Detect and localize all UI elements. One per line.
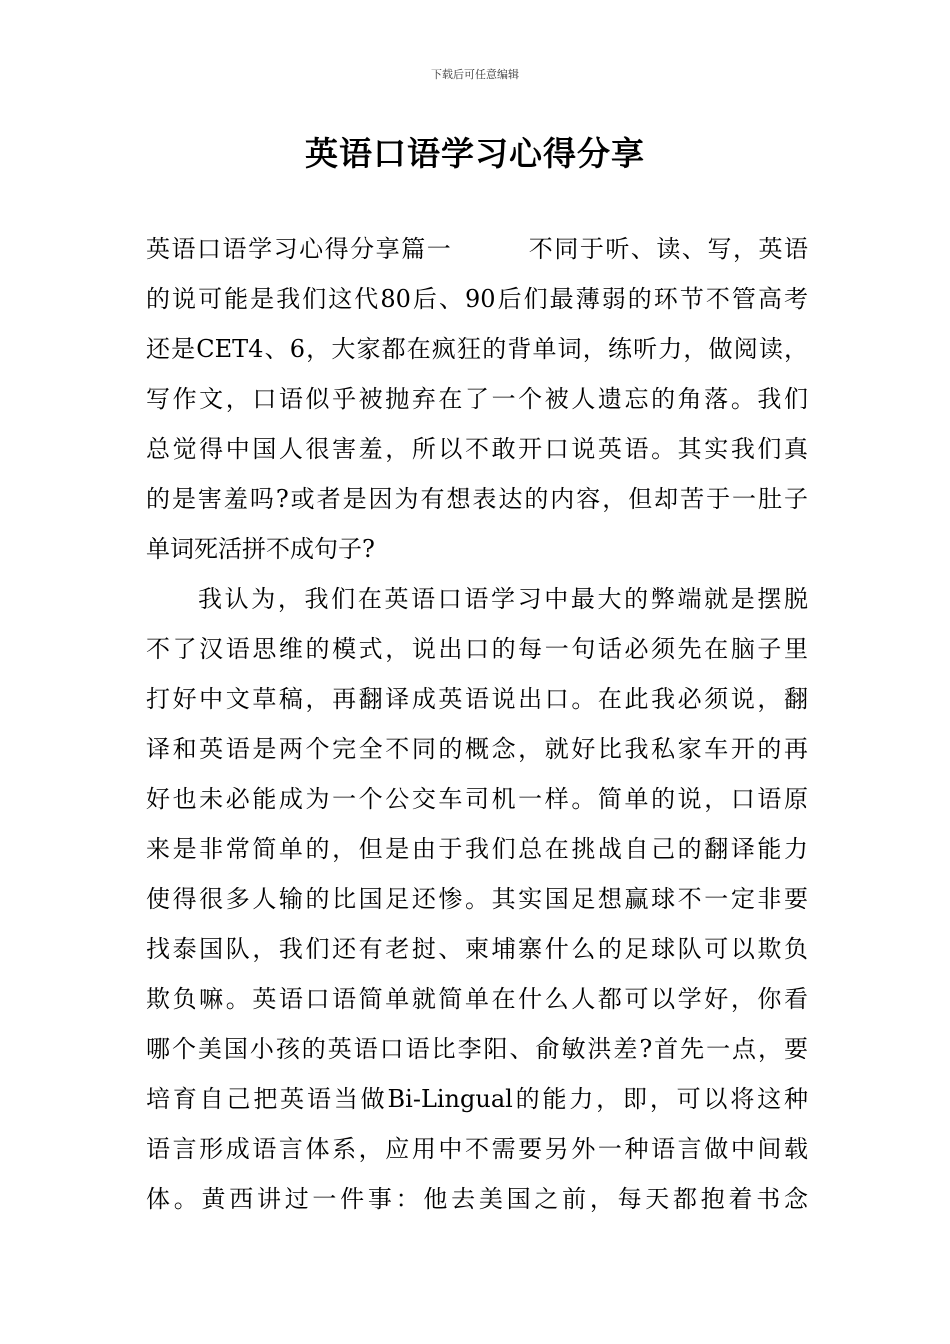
page-title: 英语口语学习心得分享 <box>305 134 645 173</box>
text-line: 使得很多人输的比国足还惨。其实国足想赢球不一定非要 <box>146 885 808 913</box>
body-text <box>146 224 808 1224</box>
text-line: 的说可能是我们这代80后、90后们最薄弱的环节不管高考 <box>146 285 808 313</box>
text-line: 欺负嘛。英语口语简单就简单在什么人都可以学好，你看 <box>146 985 808 1013</box>
text-line: 还是CET4、6，大家都在疯狂的背单词，练听力，做阅读， <box>146 335 808 363</box>
text-line: 译和英语是两个完全不同的概念，就好比我私家车开的再 <box>146 735 808 763</box>
header-note: 下载后可任意编辑 <box>431 68 519 81</box>
text-line: 我认为，我们在英语口语学习中最大的弊端就是摆脱 <box>198 585 808 613</box>
paragraph-2 <box>146 574 808 1224</box>
paragraph-1 <box>146 224 808 574</box>
text-line: 英语口语学习心得分享篇一 不同于听、读、写，英语 <box>146 235 808 263</box>
text-line: 好也未必能成为一个公交车司机一样。简单的说，口语原 <box>146 785 808 813</box>
text-line: 体。黄西讲过一件事：他去美国之前，每天都抱着书念 <box>146 1185 808 1213</box>
text-line: 找泰国队，我们还有老挝、柬埔寨什么的足球队可以欺负 <box>146 935 808 963</box>
text-line: 的是害羞吗?或者是因为有想表达的内容，但却苦于一肚子 <box>146 485 808 513</box>
text-line: 不了汉语思维的模式，说出口的每一句话必须先在脑子里 <box>146 635 808 663</box>
text-line: 哪个美国小孩的英语口语比李阳、俞敏洪差?首先一点，要 <box>146 1035 808 1063</box>
text-line: 总觉得中国人很害羞，所以不敢开口说英语。其实我们真 <box>146 435 808 463</box>
text-line: 语言形成语言体系，应用中不需要另外一种语言做中间载 <box>146 1135 808 1163</box>
text-line: 培育自己把英语当做Bi-Lingual的能力，即，可以将这种 <box>146 1085 808 1113</box>
text-line: 单词死活拼不成句子? <box>146 535 375 563</box>
text-line: 来是非常简单的，但是由于我们总在挑战自己的翻译能力 <box>146 835 808 863</box>
text-line: 写作文，口语似乎被抛弃在了一个被人遗忘的角落。我们 <box>146 385 808 413</box>
text-line: 打好中文草稿，再翻译成英语说出口。在此我必须说，翻 <box>146 685 808 713</box>
